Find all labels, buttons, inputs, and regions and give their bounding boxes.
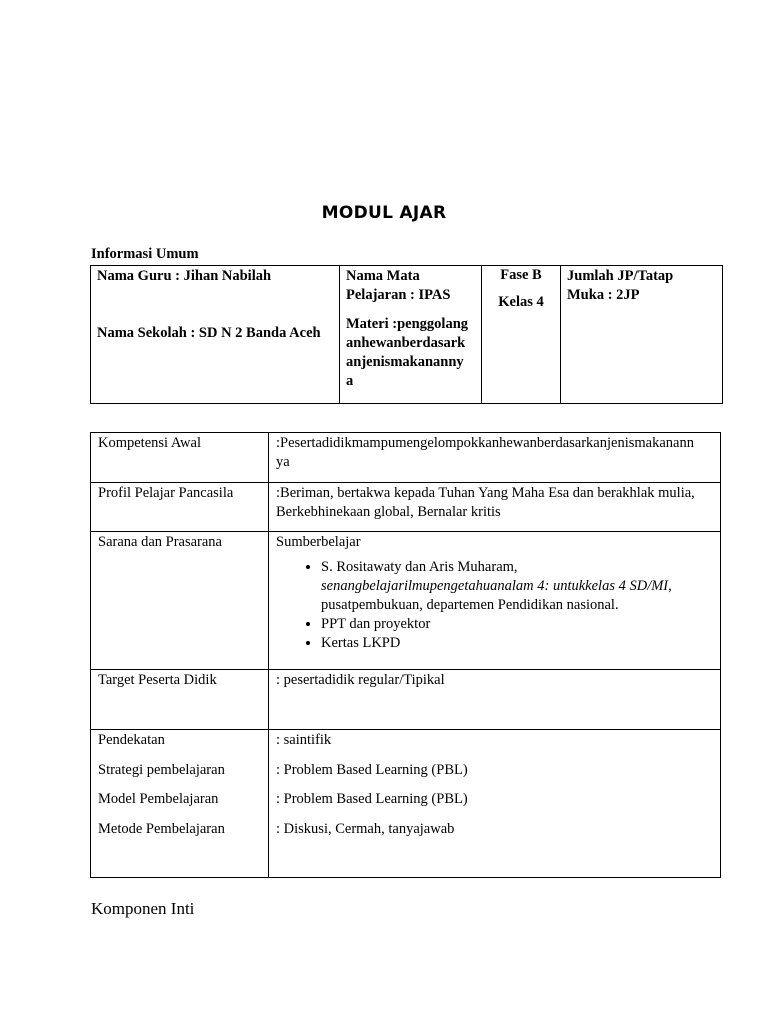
model-label: Model Pembelajaran	[98, 791, 219, 807]
metode-values-cell	[269, 730, 721, 878]
kelas: Kelas 4	[498, 294, 544, 310]
buku-publisher: pusatpembukuan, departemen Pendidikan nasional.	[321, 597, 619, 613]
jumlah-jp-line1: Jumlah JP/Tatap	[567, 268, 674, 284]
nama-sekolah: Nama Sekolah : SD N 2 Banda Aceh	[97, 325, 321, 341]
metode-value: : Diskusi, Cermah, tanyajawab	[276, 820, 455, 837]
list-item	[321, 558, 713, 615]
table-row	[91, 670, 721, 730]
metode-label: Metode Pembelajaran	[98, 820, 225, 837]
strategi-label: Strategi pembelajaran	[98, 761, 225, 778]
sumber-belajar-heading: Sumberbelajar	[276, 534, 361, 550]
profil-value	[269, 483, 721, 532]
list-item: • PPT dan proyektor	[321, 615, 713, 634]
sarana-value	[269, 532, 721, 670]
pendekatan-value: : saintifik	[276, 732, 332, 748]
sarana-label: Sarana dan Prasarana	[91, 532, 269, 670]
mapel-cell	[340, 266, 482, 404]
buku-title: senangbelajarilmupengetahuanalam 4: untukkelas 4 SD/MI	[321, 578, 669, 594]
buku-comma: ,	[668, 578, 672, 594]
informasi-umum-table	[90, 265, 723, 404]
jumlah-jp-line2: Muka : 2JP	[567, 287, 640, 303]
buku-author: S. Rositawaty dan Aris Muharam,	[321, 559, 518, 575]
table-row	[91, 483, 721, 532]
model-value: : Problem Based Learning (PBL)	[276, 791, 468, 807]
nama-guru: Nama Guru : Jihan Nabilah	[97, 268, 272, 284]
guru-sekolah-cell	[91, 266, 340, 404]
materi-line: Materi :penggolang	[346, 316, 469, 332]
nama-mapel-line1: Nama Mata	[346, 268, 420, 284]
table-row	[91, 532, 721, 670]
materi	[346, 315, 475, 391]
materi-line: a	[346, 373, 354, 389]
target-label: Target Peserta Didik	[91, 670, 269, 730]
kompetensi-line1: :Pesertadidikmampumengelompokkanhewanberdasarkanjenismakanann	[276, 435, 694, 451]
informasi-umum-heading: Informasi Umum	[91, 246, 199, 262]
kompetensi-value	[269, 433, 721, 483]
sumber-belajar-list	[276, 558, 713, 653]
kompetensi-line2: ya	[276, 454, 290, 470]
pendekatan-label: Pendekatan	[98, 732, 165, 748]
nama-mapel-line2: Pelajaran : IPAS	[346, 287, 451, 303]
komponen-inti-heading: Komponen Inti	[91, 899, 195, 918]
fase-kelas-cell	[482, 266, 561, 404]
strategi-value: : Problem Based Learning (PBL)	[276, 761, 468, 778]
target-value: : pesertadidik regular/Tipikal	[269, 670, 721, 730]
detail-table	[90, 432, 721, 878]
metode-labels-cell	[91, 730, 269, 878]
list-item: • Kertas LKPD	[321, 634, 713, 653]
table-row	[91, 730, 721, 878]
document-title: MODUL AJAR	[321, 203, 447, 223]
table-row	[91, 433, 721, 483]
jumlah-jp-cell	[561, 266, 723, 404]
profil-line2: Berkebhinekaan global, Bernalar kritis	[276, 504, 501, 520]
materi-line: anhewanberdasark	[346, 335, 466, 351]
fase: Fase B	[500, 267, 542, 283]
kompetensi-label: Kompetensi Awal	[91, 433, 269, 483]
profil-line1: :Beriman, bertakwa kepada Tuhan Yang Maha Esa dan berakhlak mulia,	[276, 485, 695, 501]
materi-line: anjenismakananny	[346, 354, 464, 370]
profil-label: Profil Pelajar Pancasila	[91, 483, 269, 532]
